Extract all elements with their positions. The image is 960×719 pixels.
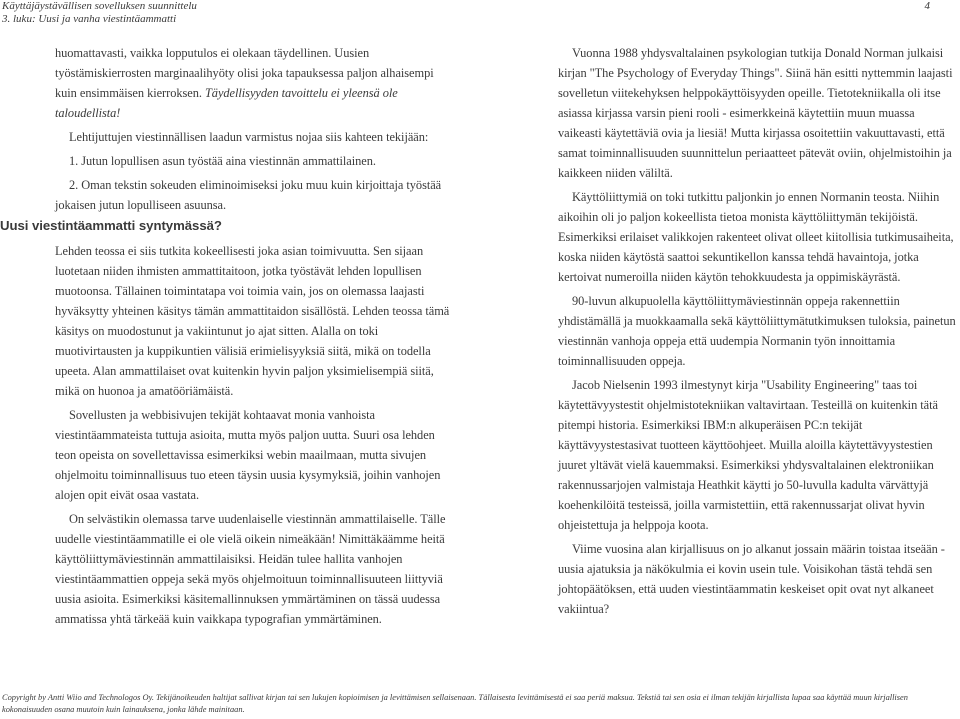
list-item xyxy=(55,175,453,215)
list-item-text: Jutun lopullisen asun työstää aina viestinnän ammattilainen. xyxy=(81,154,376,168)
paragraph: Viime vuosina alan kirjallisuus on jo alkanut jossain määrin toistaa itseään - uusia ajatuksia ja näkökulmia ei kovin usein tule. Voisikohan tästä tehdä sen johtopäätöksen, että uuden viestintäammatin keskeiset opit ovat nyt alkaneet vakiintua? xyxy=(558,542,945,616)
section-heading: Uusi viestintäammatti syntymässä? xyxy=(0,218,222,233)
paragraph-text: huomattavasti, vaikka lopputulos ei olekaan täydellinen. Uusien työstämiskierrosten marginaalihyöty olisi joka tapauksessa paljon alhaisempi kuin ensimmäisen kierroksen. xyxy=(55,46,434,100)
book-title: Käyttäjäystävällisen sovelluksen suunnittelu xyxy=(2,0,197,12)
left-column xyxy=(0,43,453,629)
list-item xyxy=(55,151,453,171)
running-head xyxy=(2,0,197,26)
paragraph: 90-luvun alkupuolella käyttöliittymäviestinnän oppeja rakennettiin yhdistämällä ja muokkaamalla sekä käyttöliittymätutkimuksen tuloksia, painetun viestinnän vanhoja oppeja että uudempia Normanin työn innoittamia toiminnallisuuden oppeja. xyxy=(558,294,956,368)
paragraph: Sovellusten ja webbisivujen tekijät kohtaavat monia vanhoista viestintäammateista tuttuja asioita, mutta myös paljon uutta. Suuri osa lehden teon opeista on sovellettavissa esimerkiksi webin maailmaan, mutta sivujen ohjelmoitu toiminnallisuus tuo eteen täysin uusia kysymyksiä, joihin vanhojen alojen opit eivät osaa vastata. xyxy=(55,408,441,502)
copyright-footer: Copyright by Antti Wiio and Technologos Oy. Tekijänoikeuden haltijat sallivat kirjan tai sen lukujen kopioimisen ja levittämisen sellaisenaan. Tällaisesta levittämisestä ei saa periä maksua. Tekstiä tai sen osia ei ilman tekijän kirjallista lupaa saa käyttää muun kirjallisen kokonaisuuden osana muutoin kuin lainauksena, jonka lähde mainitaan. xyxy=(2,693,908,714)
paragraph: Vuonna 1988 yhdysvaltalainen psykologian tutkija Donald Norman julkaisi kirjan "The Psychology of Everyday Things". Siinä hän esitti nyttemmin laajasti sovelletun viitekehyksen helppokäyttöisyyden opeille. Tietotekniikalla oli itse asiassa kirjassa varsin pieni rooli - esimerkkeinä käytettiin muun muassa vaikeasti käytettäviä ovia ja liesiä! Mutta kirjassa osoitettiin vakuuttavasti, että samat toiminnallisuuden suunnittelun periaatteet pätevät oviin, ohjelmistoihin ja kaikkeen niiden väliltä. xyxy=(558,46,953,180)
list-item-text: Oman tekstin sokeuden eliminoimiseksi joku muu kuin kirjoittaja työstää jokaisen jutun lopulliseen asuunsa. xyxy=(55,178,442,212)
list-number: 1. xyxy=(69,154,79,168)
paragraph: Lehden teossa ei siis tutkita kokeellisesti joka asian toimivuutta. Sen sijaan luotetaan niiden ihmisten ammattitaitoon, jotka työstävät lehden lopullisen muotoonsa. Tällainen toimintatapa voi toimia vain, jos on olemassa laajasti hyväksytty yhteinen käsitys tämän ammattitaidon sisällöstä. Lehden teossa tämä käsitys on muodostunut ja vakiintunut jo ajat sitten. Alalla on toki muotivirtausten ja kuppikuntien välisiä erimielisyyksiä siitä, mikä on todella upeeta. Alan ammattilaiset ovat kuitenkin hyvin paljon yksimielisempiä siitä, mikä on huonoa ja amatööriämäistä. xyxy=(55,244,450,398)
paragraph xyxy=(55,43,453,123)
paragraph: Käyttöliittymiä on toki tutkittu paljonkin jo ennen Normanin teosta. Niihin aikoihin oli jo paljon kokeellista tietoa monista käyttöliittymän tekijöistä. Esimerkiksi erilaiset valikkojen rakenteet olivat olleet kiitollisia tutkimusaiheita, koska niiden käytöstä saattoi sekuntikellon kanssa tehdä havaintoja, jotka kertoivat numeroilla niiden käytön tehokkuudesta ja oppimiskäyrästä. xyxy=(558,190,954,284)
page-number: 4 xyxy=(924,0,930,12)
paragraph: Jacob Nielsenin 1993 ilmestynyt kirja "Usability Engineering" taas toi käytettävyystestit ohjelmistotekniikan valtavirtaan. Testeillä on kuitenkin tätä pitempi historia. Esimerkiksi IBM:n alkuperäisen PC:n tekijät käyttävyystestasivat tuotteen käyttöohjeet. Muilla aloilla käytettävyystestien juuret yltävät vielä kauemmaksi. Esimerkiksi yhdysvaltalainen elektroniikan rakennussarjojen valmistaja Heathkit käytti jo 50-luvulla kadulta värvättyjä koehenkilöitä testeissä, joilla varmistettiin, että rakennussarjat olivat hyvin ohjeistettuja ja helppoja koota. xyxy=(558,378,938,532)
list-number: 2. xyxy=(69,178,79,192)
right-column xyxy=(558,43,958,619)
emphasis-text: Täydellisyyden tavoittelu ei yleensä ole taloudellista! xyxy=(55,86,398,120)
paragraph: On selvästikin olemassa tarve uudenlaiselle viestinnän ammattilaiselle. Tälle uudelle viestintäammatille ei ole vielä oikein nimeäkään! Nimittäkäämme heitä käyttöliittymäviestinnän ammattilaisiksi. Heidän tulee hallita vanhojen viestintäammattien oppeja sekä myös ohjelmoituun toiminnallisuuteen liittyviä uusia asioita. Esimerkiksi käsitemallinnuksen ymmärtäminen on tässä uudessa ammatissa yhtä tärkeää kuin vaikkapa typografian ymmärtäminen. xyxy=(55,512,446,626)
paragraph: Lehtijuttujen viestinnällisen laadun varmistus nojaa siis kahteen tekijään: xyxy=(69,130,429,144)
chapter-title: 3. luku: Uusi ja vanha viestintäammatti xyxy=(2,13,177,25)
